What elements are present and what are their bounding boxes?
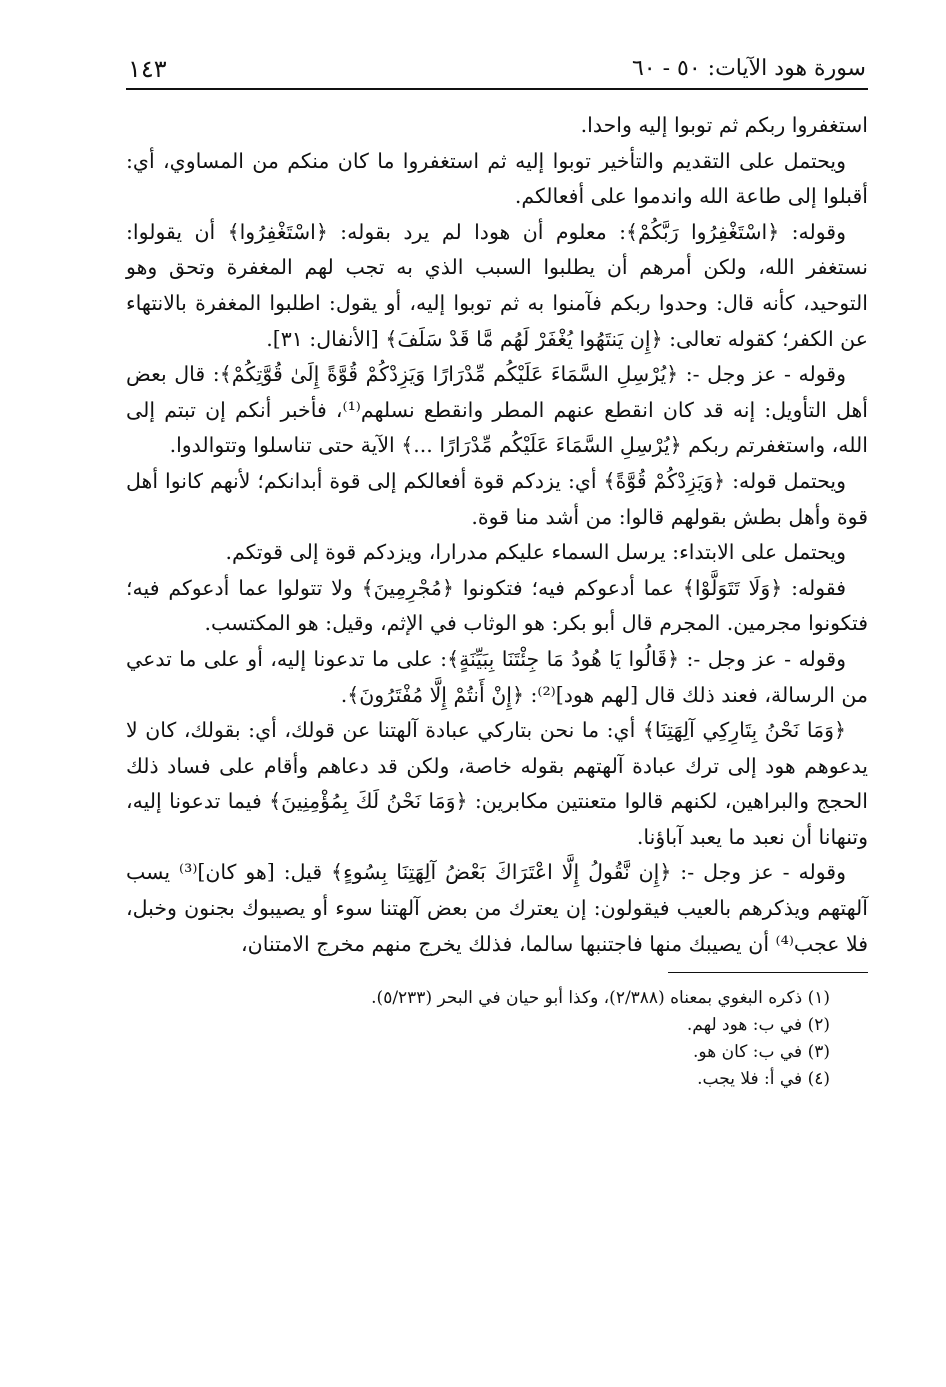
footnote: (١) ذكره البغوي بمعناه (٢/٣٨٨)، وكذا أبو حيان في البحر (٥/٢٣٣). <box>371 988 830 1009</box>
page <box>126 40 868 1093</box>
page-number: ١٤٣ <box>128 55 167 83</box>
header-title: سورة هود الآيات: ٥٠ - ٦٠ <box>631 56 866 81</box>
paragraph: وقوله - عز وجل -: ﴿إِن نَّقُولُ إِلَّا اعْتَرَاكَ بَعْضُ آلِهَتِنَا بِسُوءٍ﴾ قيل: [هو كان]⁽³⁾ يسب آلهتهم ويذكرهم بالعيب فيقولون: إن يعترك من بعض آلهتنا سوء أو يصيبوك بجنون وخبل، فلا عجب⁽⁴⁾ أن يصيبك منها فاجتنبها سالما، فذلك يخرج منهم مخرج الامتنان، <box>126 860 868 956</box>
footnote: (٣) في ب: كان هو. <box>693 1042 830 1063</box>
paragraph: ويحتمل قوله: ﴿وَيَزِدْكُمْ قُوَّةً﴾ أي: يزدكم قوة أفعالكم إلى قوة أبدانكم؛ لأنهم كانوا أهل قوة وأهل بطش بقولهم قالوا: من أشد منا قوة. <box>126 468 868 529</box>
running-header <box>126 40 868 90</box>
footnote-divider <box>668 972 868 973</box>
paragraph: ويحتمل على الابتداء: يرسل السماء عليكم مدرارا، ويزدكم قوة إلى قوتكم. <box>225 540 846 565</box>
paragraph: استغفروا ربكم ثم توبوا إليه واحدا. <box>580 113 868 137</box>
paragraph: ﴿وَمَا نَحْنُ بِتَارِكِي آلِهَتِنَا﴾ أي: ما نحن بتاركي عبادة آلهتنا عن قولك، أي: بقولك، كان لا يدعوهم هود إلى ترك عبادة آلهتهم بقوله خاصة، ولكن قد دعاهم وأقام على فساد ذلك الحجج والبراهين، لكنهم قالوا متعنتين مكابرين: ﴿وَمَا نَحْنُ لَكَ بِمُؤْمِنِينَ﴾ فيما تدعونا إليه، وتنهانا أن نعبد ما يعبد آباؤنا. <box>126 718 868 849</box>
footnote: (٤) في أ: فلا يجب. <box>697 1069 830 1090</box>
paragraph: وقوله: ﴿اسْتَغْفِرُوا رَبَّكُمْ﴾: معلوم أن هودا لم يرد بقوله: ﴿اسْتَغْفِرُوا﴾ أن يقولوا: نستغفر الله، ولكن أمرهم أن يطلبوا السبب الذي به تجب لهم المغفرة وتحق وهو التوحيد، كأنه قال: وحدوا ربكم فآمنوا به ثم توبوا إليه، أو يقول: اطلبوا المغفرة بالانتهاء عن الكفر؛ كقوله تعالى: ﴿إِن يَنتَهُوا يُغْفَرْ لَهُم مَّا قَدْ سَلَفَ﴾ [الأنفال: ٣١]. <box>126 219 868 351</box>
paragraph: وقوله - عز وجل -: ﴿قَالُوا يَا هُودُ مَا جِئْتَنَا بِبَيِّنَةٍ﴾: على ما تدعونا إليه، أو على ما تدعي من الرسالة، فعند ذلك قال [لهم هود]⁽²⁾: ﴿إِنْ أَنتُمْ إِلَّا مُفْتَرُونَ﴾. <box>126 646 868 707</box>
body-text <box>126 108 868 962</box>
footnotes <box>126 985 868 1093</box>
footnote: (٢) في ب: هود لهم. <box>686 1015 830 1036</box>
paragraph: فقوله: ﴿وَلَا تَتَوَلَّوْا﴾ عما أدعوكم فيه؛ فتكونوا ﴿مُجْرِمِينَ﴾ ولا تتولوا عما أدعوكم فيه؛ فتكونوا مجرمين. المجرم قال أبو بكر: هو الوثاب في الإثم، وقيل: هو المكتسب. <box>126 575 868 636</box>
paragraph: ويحتمل على التقديم والتأخير توبوا إليه ثم استغفروا ما كان منكم من المساوي، أي: أقبلوا إلى طاعة الله واندموا على أفعالكم. <box>126 148 868 209</box>
paragraph: وقوله - عز وجل -: ﴿يُرْسِلِ السَّمَاءَ عَلَيْكُم مِّدْرَارًا وَيَزِدْكُمْ قُوَّةً إِلَىٰ قُوَّتِكُمْ﴾: قال بعض أهل التأويل: إنه قد كان انقطع عنهم المطر وانقطع نسلهم⁽¹⁾، فأخبر أنكم إن تبتم إلى الله، واستغفرتم ربكم ﴿يُرْسِلِ السَّمَاءَ عَلَيْكُم مِّدْرَارًا ...﴾ الآية حتى تناسلوا وتتوالدوا. <box>126 362 868 458</box>
